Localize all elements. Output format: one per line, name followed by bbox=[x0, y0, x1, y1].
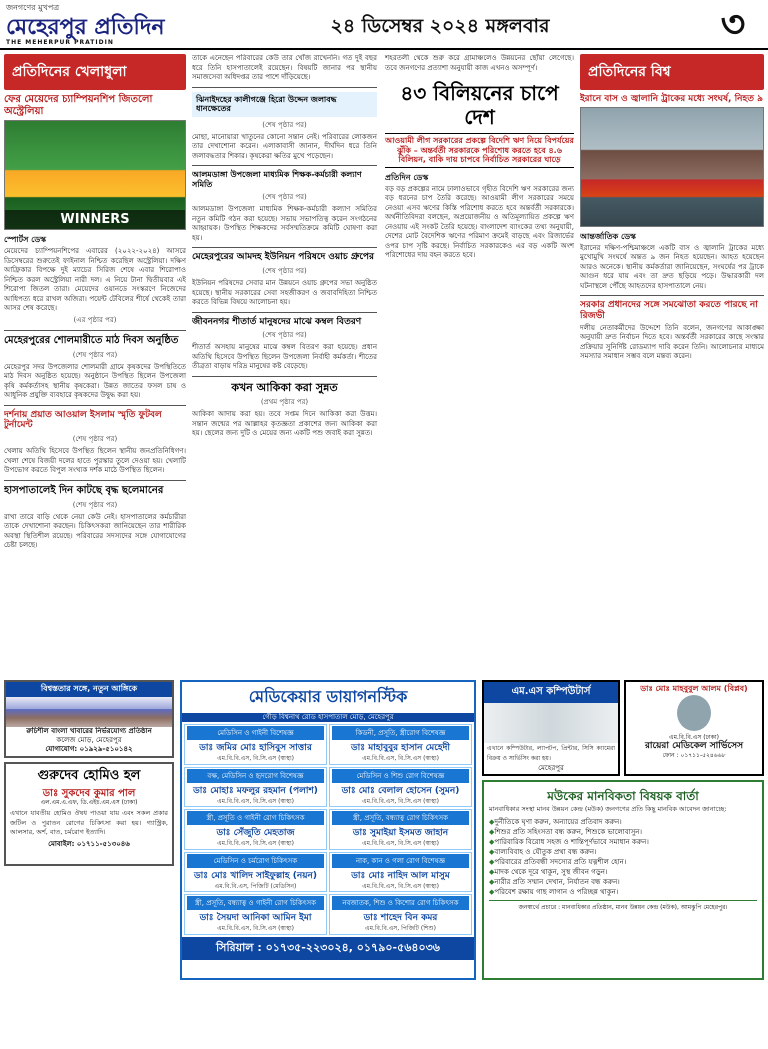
newspaper-name: মেহেরপুর প্রতিদিন bbox=[6, 14, 165, 40]
doctor-department: স্ত্রী, প্রসূতি, বন্ধ্যাত্ব রোগ চিকিৎসক bbox=[332, 811, 469, 825]
doctor-listing bbox=[184, 724, 327, 765]
doctor-degree: এম.বি.বি.এস, বি.সি.এস (স্বাস্থ্য) bbox=[362, 755, 439, 762]
doctor-listing bbox=[184, 767, 327, 808]
sports-lead-photo bbox=[4, 120, 186, 230]
computer-ad-contact: মেহেরপুর bbox=[538, 764, 564, 772]
lead-deck: আওয়ামী লীগ সরকারের প্রকল্পে বিদেশি ঋণ নিয়ে বিপর্যয়ের ঝুঁকি – অন্তর্বর্তী সরকারকে পরিশোধ করতে হবে ৪.৬ বিলিয়ন, বাকি দায় চাপবে নির্বাচিত সরকারের ঘাড়ে bbox=[385, 133, 574, 168]
doctor-listing bbox=[329, 809, 472, 850]
doctor-department: নাক, কান ও গলা রোগ বিশেষজ্ঞ bbox=[332, 854, 469, 868]
sports-lead-source: স্পোর্টস ডেস্ক bbox=[4, 235, 47, 244]
story-headline: মেহেরপুরের আমদহ ইউনিয়ন পরিষদে ওয়াচ গ্রুপের bbox=[192, 252, 374, 263]
sports-section-header: প্রতিদিনের খেলাধুলা bbox=[4, 54, 186, 90]
doctor-listing bbox=[329, 767, 472, 808]
computer-products-image bbox=[484, 703, 618, 743]
world-lead-source: আন্তর্জাতিক ডেস্ক bbox=[580, 231, 636, 241]
divider bbox=[192, 376, 377, 377]
rights-message-item: ◆ পারিবারিক বিরোধ সহজ ও শান্তিপূর্ণভাবে সমাধান করুন। bbox=[489, 837, 757, 847]
story-source: (শেষ পৃষ্ঠার পর) bbox=[262, 193, 307, 202]
story-body: দলীয় নেতাকর্মীদের উদ্দেশে তিনি বলেন, জনগণের আকাঙ্ক্ষা অনুযায়ী দ্রুত নির্বাচন দিতে হবে। অন্তর্বর্তী সরকারের কাছে সংস্কার প্রক্রিয়ার সুনির্দিষ্ট রোডম্যাপ দাবি করেন তিনি। আলোচনার মাধ্যমে সমস্যার সমাধান সম্ভব বলে মন্তব্য করেন। bbox=[580, 323, 764, 361]
computer-ad-title: এম.এস কম্পিউটার্স bbox=[484, 682, 618, 703]
doctor-listing bbox=[184, 894, 327, 935]
story-body: খেলায় অতিথি হিসেবে উপস্থিত ছিলেন স্থানীয় জনপ্রতিনিধিগণ। খেলা শেষে বিজয়ী দলের হাতে পুরস্কার তুলে দেওয়া হয়। খেলাটি উপভোগ করতে বিপুল সংখ্যক দর্শক মাঠে উপস্থিত ছিলেন। bbox=[4, 447, 186, 475]
newspaper-logo bbox=[6, 2, 216, 46]
rights-message-item: ◆ পরিবারের প্রতিবন্ধী সদস্যের প্রতি যত্নশীল হোন। bbox=[489, 857, 757, 867]
homeo-doctor-name: ডাঃ সুকদেব কুমার পাল bbox=[42, 788, 136, 799]
medical-doctor-degree: এম.বি.বি.এস (ঢাকা) bbox=[669, 734, 719, 741]
divider bbox=[192, 247, 377, 248]
homeo-doctor-degree: এল.এম.এ.এফ, ডি.এইচ.এম.এস (ঢাকা) bbox=[40, 799, 138, 806]
masthead-tagline: জনগণের মুখপত্র bbox=[6, 3, 60, 12]
world-lead-photo bbox=[580, 107, 764, 227]
restaurant-photo bbox=[6, 697, 172, 727]
rights-message-box bbox=[482, 780, 764, 980]
center-column bbox=[192, 54, 574, 674]
doctor-name: ডাঃ জমির মোঃ হাসিবুস সাত্তার bbox=[199, 743, 312, 753]
doctor-grid bbox=[182, 722, 474, 937]
doctor-degree: এম.বি.বি.এস, বি.সি.এস (স্বাস্থ্য) bbox=[217, 797, 294, 805]
divider bbox=[4, 330, 186, 331]
doctor-name: ডাঃ শাহেদ বিন কমর bbox=[363, 913, 438, 923]
divider bbox=[4, 480, 186, 481]
doctor-degree: এম.বি.বি.এস, বি.সি.এস (স্বাস্থ্য) bbox=[217, 925, 294, 932]
story-source: (শেষ পৃষ্ঠার পর) bbox=[262, 331, 307, 340]
diagnostic-ad-title: মেডিকেয়ার ডায়াগনস্টিক bbox=[182, 682, 474, 713]
medical-service-ad bbox=[624, 680, 764, 776]
sports-lead-body: মেয়েদের চ্যাম্পিয়নশিপের এবারের (২০২২-২০২৪) আসরে ডিসেম্বরের শুরুতেই ফাইনাল নিশ্চিত করেছিল অস্ট্রেলিয়া। দক্ষিণ আফ্রিকার বিপক্ষে দুই ম্যাচের সিরিজ শেষে এবার শিরোপাও নিশ্চিত করল অস্ট্রেলিয়া নারী দল। এ নিয়ে টানা দ্বিতীয়বার এই শিরোপা জিতল তারা। মেয়েদের ওয়ানডে সংস্করণে নিজেদের আধিপত্য ধরে রাখল অজিরা। পয়েন্ট টেবিলের শীর্ষে থেকেই তারা আসর শেষ করেছে। bbox=[4, 247, 186, 312]
doctor-degree: এম.বি.বি.এস, বি.সি.এস (স্বাস্থ্য) bbox=[362, 882, 439, 890]
doctor-listing bbox=[329, 852, 472, 893]
medical-doctor-name: ডাঃ মোঃ মাহবুবুল আলম (বিপ্লব) bbox=[640, 684, 748, 693]
world-lead-body: ইরানের দক্ষিণ-পশ্চিমাঞ্চলে একটি বাস ও জ্বালানি ট্রাকের মধ্যে মুখোমুখি সংঘর্ষে অন্তত ৯ জন নিহত হয়েছেন। আহত হয়েছেন আরও অনেকে। স্থানীয় কর্মকর্তারা জানিয়েছেন, সংঘর্ষের পর ট্রাকে আগুন ধরে যায় এবং তা দ্রুত ছড়িয়ে পড়ে। উদ্ধারকারী দল ঘটনাস্থলে পৌঁছে আহতদের হাসপাতালে নেয়। bbox=[580, 243, 764, 290]
story-body: শহরতলী থেকে শুরু করে গ্রামাঞ্চলেও উন্নয়নের ছোঁয়া লেগেছে। তবে জনগণের প্রত্যাশা অনুযায়ী কাজ এখনও অসম্পূর্ণ। bbox=[385, 54, 574, 72]
restaurant-ad-line: রুচিশীল বাংলা খাবারের নির্ভরযোগ্য প্রতিষ্ঠান bbox=[26, 727, 152, 735]
doctor-name: ডাঃ সৈয়দা আনিকা আমিন ইমা bbox=[199, 913, 312, 923]
rights-message-item: ◆ মাদক থেকে দূরে থাকুন, সুস্থ জীবন গড়ুন। bbox=[489, 867, 757, 877]
story-source: (শেষ পৃষ্ঠার পর) bbox=[72, 435, 118, 444]
doctor-degree: এম.বি.বি.এস, বি.সি.এস (স্বাস্থ্য) bbox=[217, 755, 294, 762]
rights-message-footer: জনস্বার্থে প্রচারে : মানবাধিকার প্রতিষ্ঠান, মানব উন্নয়ন কেন্দ্র (মউক), আমঝুপি মেহেরপুর। bbox=[489, 900, 757, 912]
doctor-degree: এম.বি.বি.এস, বি.সি.এস (স্বাস্থ্য) bbox=[217, 840, 294, 847]
diagnostic-ad-subtitle: গৌড় বিশ্বনাথ রোড হাসপাতাল মোড়, মেহেরপুর bbox=[182, 713, 474, 722]
story-headline: আলমডাঙ্গা উপজেলা মাধ্যমিক শিক্ষক-কর্মচারী কল্যাণ সমিতি bbox=[192, 170, 362, 189]
diagnostic-ad bbox=[180, 680, 476, 980]
divider bbox=[580, 295, 764, 296]
story-source: (শেষ পৃষ্ঠার পর) bbox=[262, 120, 307, 129]
photo-caption: WINNERS bbox=[5, 210, 185, 229]
medical-service-title: রায়েরা মেডিকেল সার্ভিসেস bbox=[644, 741, 744, 751]
story-headline: ঝিনাইদহের কালীগঞ্জে হিরো উদ্দেন জলাবদ্ধ ধানক্ষেতের bbox=[192, 92, 377, 117]
issue-date: ২৪ ডিসেম্বর ২০২৪ মঙ্গলবার bbox=[330, 15, 550, 37]
doctor-department: নবজাতক, শিশু ও কিশোর রোগ চিকিৎসক bbox=[332, 896, 469, 910]
story-body: আলমডাঙ্গা উপজেলা মাধ্যমিক শিক্ষক-কর্মচারী কল্যাণ সমিতির নতুন কমিটি গঠন করা হয়েছে। সভায় সভাপতিত্ব করেন সংগঠনের আহ্বায়ক। উপস্থিত শিক্ষকদের সর্বসম্মতিক্রমে কমিটি ঘোষণা করা হয়। bbox=[192, 205, 377, 242]
story-source: (প্রথম পৃষ্ঠার পর) bbox=[260, 398, 309, 407]
sports-lead-more: (এর পৃষ্ঠার পর) bbox=[73, 315, 117, 324]
doctor-name: ডাঃ সুমাইয়া ইসমত জাহান bbox=[352, 828, 449, 838]
story-source: (শেষ পৃষ্ঠার পর) bbox=[72, 350, 118, 359]
doctor-photo bbox=[677, 695, 711, 731]
story-body: ইউনিয়ন পরিষদের সেবার মান উন্নয়নে ওয়াচ গ্রুপের সভা অনুষ্ঠিত হয়েছে। স্থানীয় সরকারের সেবা সহজীকরণ ও জবাবদিহিতা নিশ্চিত করতে বিভিন্ন বিষয়ে আলোচনা হয়। bbox=[192, 279, 377, 307]
doctor-name: ডাঃ মোহাঃ মফলুর রহমান (পলাশ) bbox=[193, 785, 318, 796]
world-lead-headline: ইরানে বাস ও জ্বালানি ট্রাকের মধ্যে সংঘর্ষ, নিহত ৯ bbox=[580, 94, 763, 104]
rights-message-item: ◆ পরিবেশ রক্ষায় গাছ লাগান ও পরিচ্ছন্ন থাকুন। bbox=[489, 887, 757, 897]
restaurant-ad-title: বিশ্বস্ততার সঙ্গে, নতুন আঙ্গিকে bbox=[6, 682, 172, 697]
doctor-listing bbox=[184, 809, 327, 850]
doctor-department: কিডনী, প্রসূতি, স্ত্রীরোগ বিশেষজ্ঞ bbox=[332, 726, 469, 740]
divider bbox=[192, 87, 377, 88]
page-number: ৩ bbox=[720, 1, 746, 46]
story-headline: দর্শনায় প্রয়াত আওয়াল ইসলাম স্মৃতি ফুটবল টুর্নামেন্ট bbox=[4, 409, 162, 431]
center-right-stories bbox=[385, 54, 574, 261]
doctor-name: ডাঃ মোঃ খালিদ সাইফুল্লাহ (নয়ন) bbox=[194, 870, 317, 881]
world-column bbox=[580, 54, 764, 674]
lead-body: বড় বড় প্রকল্পের নামে ঢালাওভাবে গৃহীত বিদেশি ঋণ সরকারের জন্য বড় ধরনের চাপ তৈরি করেছে। আওয়ামী লীগ সরকারের সময়ে নেওয়া এসব ঋণের কিস্তি পরিশোধ করতে হবে অন্তর্বর্তী সরকারকে। অর্থনীতিবিদরা বলছেন, অপ্রয়োজনীয় ও অতিমূল্যায়িত প্রকল্পে ঋণ নেওয়ায় এই সংকট তৈরি হয়েছে। বাংলাদেশ ব্যাংকের তথ্য অনুযায়ী, দেশের মোট বৈদেশিক ঋণের পরিমাণ ক্রমেই বাড়ছে এবং রিজার্ভের ওপর চাপ সৃষ্টি করছে। নির্বাচিত সরকারকেও এর বড় একটি অংশ পরিশোধের দায় বহন করতে হবে। bbox=[385, 184, 574, 260]
doctor-department: মেডিসিন ও গাইনী বিশেষজ্ঞ bbox=[187, 726, 324, 740]
homeo-ad bbox=[4, 762, 174, 866]
doctor-name: ডাঃ মোঃ বেলাল হোসেন (সুমন) bbox=[341, 785, 460, 796]
doctor-department: মেডিসিন ও শিশু রোগ বিশেষজ্ঞ bbox=[332, 769, 469, 783]
rights-message-item: ◆ নারীর প্রতি সম্মান দেখান, নির্যাতন বন্ধ করুন। bbox=[489, 877, 757, 887]
rights-message-list bbox=[489, 817, 757, 897]
lead-headline: ৪৩ বিলিয়নের চাপে দেশ bbox=[400, 81, 559, 129]
restaurant-ad-address: কলেজ মোড়, মেহেরপুর bbox=[56, 736, 122, 744]
doctor-degree: এম.বি.বি.এস, পিজিটি (শিশু) bbox=[365, 925, 436, 932]
rights-message-item: ◆ শিশুর প্রতি সহিংসতা বন্ধ করুন, শিশুকে ভালোবাসুন। bbox=[489, 827, 757, 837]
rights-message-item: ◆ দুর্নীতিকে ঘৃণা করুন, অন্যায়ের প্রতিবাদ করুন। bbox=[489, 817, 757, 827]
doctor-listing bbox=[329, 894, 472, 935]
rights-message-item: ◆ বাল্যবিবাহ ও যৌতুক প্রথা বন্ধ করুন। bbox=[489, 847, 757, 857]
divider bbox=[4, 405, 186, 406]
masthead bbox=[0, 0, 768, 50]
newspaper-name-en: THE MEHERPUR PRATIDIN bbox=[6, 39, 114, 46]
computer-ad bbox=[482, 680, 620, 776]
doctor-name: ডাঃ সেঁজুতি মেহতাজ bbox=[216, 828, 295, 838]
story-headline: কখন আকিকা করা সুন্নত bbox=[231, 380, 338, 394]
story-headline: জীবননগর শীতার্ত মানুষদের মাঝে কম্বল বিতরণ bbox=[192, 316, 362, 327]
doctor-listing bbox=[184, 852, 327, 893]
story-headline: সরকার প্রধানদের সঙ্গে সমঝোতা করতে পারছে না রিজভী bbox=[580, 300, 758, 322]
lead-source: প্রতিদিন ডেস্ক bbox=[385, 172, 429, 182]
story-body: মেহেরপুর সদর উপজেলার শোলমারী গ্রামে কৃষকদের উপস্থিতিতে মাঠ দিবস অনুষ্ঠিত হয়েছে। অনুষ্ঠানে উপস্থিত ছিলেন উপজেলা কৃষি কর্মকর্তাসহ স্থানীয় কৃষকেরা। উন্নত জাতের ফসল চাষ ও আধুনিক প্রযুক্তি ব্যবহারে কৃষকদের উদ্বুদ্ধ করা হয়। bbox=[4, 362, 186, 399]
story-body: শীতার্ত অসহায় মানুষের মাঝে কম্বল বিতরণ করা হয়েছে। প্রধান অতিথি হিসেবে উপস্থিত ছিলেন উপজেলা নির্বাহী কর্মকর্তা। শীতের তীব্রতা বাড়ায় দরিদ্র মানুষের কষ্ট বেড়েছে। bbox=[192, 343, 377, 371]
doctor-listing bbox=[329, 724, 472, 765]
world-section-header: প্রতিদিনের বিশ্ব bbox=[580, 54, 764, 90]
doctor-department: স্ত্রী, প্রসূতি, বন্ধ্যাত্ব ও গাইনী রোগ চিকিৎসক bbox=[187, 896, 324, 910]
sports-lead-headline: ফের মেয়েদের চ্যাম্পিয়নশিপ জিতলো অস্ট্রেলিয়া bbox=[4, 94, 153, 117]
story-headline: মেহেরপুরের শোলমারীতে মাঠ দিবস অনুষ্ঠিত bbox=[4, 334, 179, 346]
restaurant-ad-contact: যোগাযোগ: ০১৯২৯-৫১০১৪২ bbox=[45, 745, 133, 753]
doctor-degree: এম.বি.বি.এস, বি.সি.এস (স্বাস্থ্য) bbox=[362, 797, 439, 805]
doctor-degree: এম.বি.বি.এস, বি.সি.এস (স্বাস্থ্য) bbox=[362, 840, 439, 847]
story-headline: হাসপাতালেই দিন কাটছে বৃদ্ধ ছলেমানের bbox=[4, 484, 164, 496]
homeo-ad-phone: মোবাইল: ০১৭১১-৫১৩০৪৬ bbox=[48, 839, 130, 848]
center-left-stories bbox=[192, 54, 377, 439]
homeo-ad-body: এখানে যাবতীয় হোমিও ঔষধ পাওয়া যায় এবং সকল প্রকার জটিল ও পুরাতন রোগের চিকিৎসা করা হয়। গ্যাস্ট্রিক, আলসার, অর্শ, বাত, চর্মরোগ ইত্যাদি। bbox=[10, 809, 168, 836]
diagnostic-serial: সিরিয়াল : ০১৭৩৫-২২৩০২৪, ০১৭৯০-৫৬৪০৩৬ bbox=[182, 937, 474, 960]
sports-column bbox=[4, 54, 186, 674]
divider bbox=[192, 312, 377, 313]
story-source: (শেষ পৃষ্ঠার পর) bbox=[262, 267, 307, 276]
story-body: তাকে এনেছেন পরিবারের কেউ তার খোঁজ রাখেননি। গত দুই বছর ধরে তিনি হাসপাতালেই রয়েছেন। বিষয়টি জানার পর স্থানীয় সমাজসেবা অধিদপ্তর তার পাশে দাঁড়িয়েছে। bbox=[192, 54, 377, 81]
story-body: মোছা, মানোয়ারা খাতুনের কোনো সন্তান নেই। পরিবারের লোকজন তার দেখাশোনা করেন। এলাকাবাসী জানান, দীর্ঘদিন ধরে তিনি জলাবদ্ধতার শিকার। কৃষকেরা ক্ষতির মুখে পড়েছেন। bbox=[192, 132, 377, 160]
medical-service-phone: ফোন : ০১৭১১-৫২৪৬৬৮ bbox=[662, 752, 726, 759]
homeo-ad-title: গুরুদেব হোমিও হল bbox=[6, 764, 172, 789]
story-body: রাখা তারে বাড়ি থেকে নেয়া কেউ নেই। হাসপাতালের কর্মচারীরা তাকে দেখাশোনা করছেন। চিকিৎসকরা জানিয়েছেন তার শারীরিক অবস্থা স্থিতিশীল রয়েছে। পরিবারের সদস্যদের সঙ্গে যোগাযোগের চেষ্টা চলছে। bbox=[4, 512, 186, 550]
story-source: (শেষ পৃষ্ঠার পর) bbox=[72, 500, 118, 509]
doctor-department: স্ত্রী, প্রসূতি ও গাইনী রোগ চিকিৎসক bbox=[187, 811, 324, 825]
doctor-name: ডাঃ মোঃ নাহিদ আল মাসুম bbox=[351, 870, 450, 881]
divider bbox=[192, 165, 377, 166]
doctor-name: ডাঃ মাহাবুবুর হাসান মেহেদী bbox=[351, 743, 450, 753]
rights-message-title: মউকের মানবিকতা বিষয়ক বার্তা bbox=[547, 789, 699, 803]
restaurant-ad bbox=[4, 680, 174, 758]
doctor-department: বক্ষ, মেডিসিন ও হৃদরোগ বিশেষজ্ঞ bbox=[187, 769, 324, 783]
rights-message-intro: মানবাধিকার সংস্থা মানব উন্নয়ন কেন্দ্র (মউক) জনগণের প্রতি কিছু মানবিক আবেদন জানাচ্ছে: bbox=[489, 805, 727, 814]
doctor-degree: এম.বি.বি.এস, পিজিটি (মেডিসিন) bbox=[214, 882, 297, 890]
doctor-department: মেডিসিন ও চর্মরোগ চিকিৎসক bbox=[187, 854, 324, 868]
story-body: আকিকা আদায় করা হয়। তবে সপ্তম দিনে আকিকা করা উত্তম। সন্তান জন্মের পর আল্লাহর কৃতজ্ঞতা প্রকাশের জন্য আকিকা করা হয়। ছেলের জন্য দুটি ও মেয়ের জন্য একটি পশু জবাই করা সুন্নত। bbox=[192, 410, 377, 438]
computer-ad-body: এখানে কম্পিউটার, ল্যাপটপ, প্রিন্টার, সিসি ক্যামেরা বিক্রয় ও সার্ভিসিং করা হয়। bbox=[487, 745, 615, 762]
